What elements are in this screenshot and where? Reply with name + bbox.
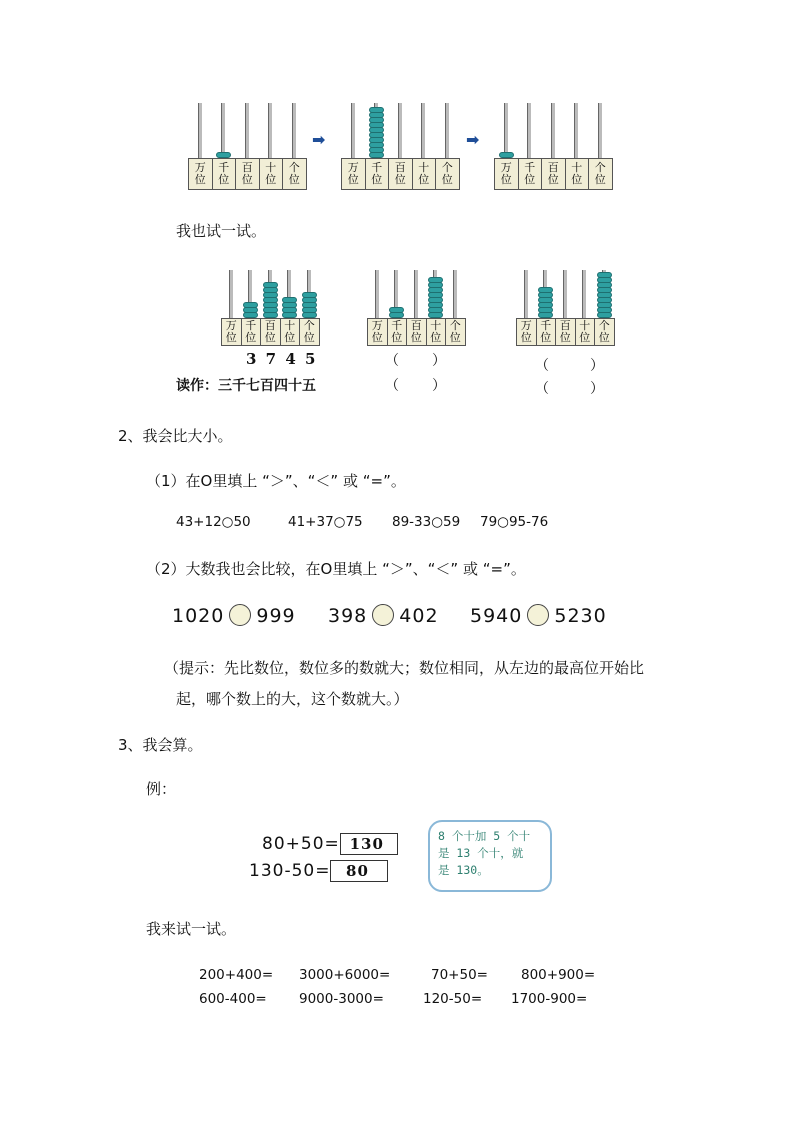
abacus-bead bbox=[243, 302, 258, 308]
place-value-cell: 十 位 bbox=[260, 159, 284, 189]
hint-line-2: 起，哪个数上的大，这个数就大。） bbox=[176, 690, 409, 708]
calc-item: 9000-3000= bbox=[299, 991, 384, 1007]
answer-box: 130 bbox=[340, 833, 393, 855]
answer-box: 80 bbox=[330, 860, 383, 882]
abacus-rod bbox=[582, 270, 586, 318]
abacus-rod bbox=[421, 103, 425, 158]
abacus-rod bbox=[245, 103, 249, 158]
answer-circle[interactable] bbox=[372, 604, 394, 626]
abacus-bead bbox=[282, 297, 297, 303]
abacus-rod bbox=[398, 103, 402, 158]
place-value-cell: 千 位 bbox=[213, 159, 237, 189]
place-value-cell: 百 位 bbox=[407, 319, 427, 345]
abacus-rod bbox=[375, 270, 379, 318]
place-value-cell: 万 位 bbox=[342, 159, 366, 189]
compare-left: 398 bbox=[328, 605, 368, 627]
compare-item bbox=[470, 605, 607, 628]
place-value-labels bbox=[367, 318, 466, 346]
place-value-cell: 十 位 bbox=[566, 159, 590, 189]
abacus-rod bbox=[268, 103, 272, 158]
place-value-cell: 十 位 bbox=[576, 319, 596, 345]
arrow-right-icon: ➡ bbox=[312, 130, 326, 149]
place-value-cell: 个 位 bbox=[598, 319, 610, 344]
abacus-rod bbox=[598, 103, 602, 158]
q1-item: 41+37○75 bbox=[288, 514, 363, 530]
compare-left: 5940 bbox=[470, 605, 523, 627]
calc-item: 70+50= bbox=[431, 967, 488, 983]
arrow-right-icon: ➡ bbox=[466, 130, 480, 149]
calc-example-expr: 80+50= bbox=[262, 834, 340, 854]
compare-right: 402 bbox=[399, 605, 439, 627]
answer-paren-left: （ bbox=[385, 353, 399, 369]
place-value-cell: 百 位 bbox=[389, 159, 413, 189]
answer-paren-right: ） bbox=[432, 378, 446, 394]
calc-example-row bbox=[262, 833, 398, 855]
answer-paren-left: （ bbox=[535, 381, 549, 397]
example-read: 读作：三千七百四十五 bbox=[176, 378, 316, 394]
place-value-cell: 个 位 bbox=[594, 161, 606, 186]
place-value-cell: 万 位 bbox=[368, 319, 388, 345]
place-value-labels bbox=[516, 318, 615, 346]
abacus-rod bbox=[445, 103, 449, 158]
place-value-cell: 百 位 bbox=[261, 319, 281, 345]
calc-item: 200+400= bbox=[199, 967, 274, 983]
abacus-rod bbox=[551, 103, 555, 158]
place-value-cell: 百 位 bbox=[556, 319, 576, 345]
place-value-labels bbox=[494, 158, 613, 190]
place-value-cell: 千 位 bbox=[242, 319, 262, 345]
answer-paren-right: ） bbox=[590, 358, 604, 374]
compare-item bbox=[172, 605, 296, 628]
abacus-rod bbox=[524, 270, 528, 318]
answer-circle[interactable] bbox=[527, 604, 549, 626]
place-value-cell: 百 位 bbox=[542, 159, 566, 189]
place-value-cell: 千 位 bbox=[519, 159, 543, 189]
place-value-cell: 个 位 bbox=[288, 161, 300, 186]
calc-item: 600-400= bbox=[199, 991, 267, 1007]
place-value-labels bbox=[341, 158, 460, 190]
abacus-rod bbox=[292, 103, 296, 158]
place-value-cell: 千 位 bbox=[366, 159, 390, 189]
abacus-bead bbox=[263, 282, 278, 288]
place-value-cell: 十 位 bbox=[427, 319, 447, 345]
calc-item: 800+900= bbox=[521, 967, 596, 983]
abacus-bead bbox=[538, 287, 553, 293]
place-value-cell: 十 位 bbox=[281, 319, 301, 345]
bubble-line: 8 个十加 5 个十 bbox=[438, 829, 531, 843]
abacus-rod bbox=[574, 103, 578, 158]
hint-line-1: （提示：先比数位，数位多的数就大；数位相同，从左边的最高位开始比 bbox=[164, 659, 645, 677]
place-value-cell: 万 位 bbox=[517, 319, 537, 345]
compare-item bbox=[328, 605, 439, 628]
abacus-bead bbox=[428, 277, 443, 283]
place-value-cell: 千 位 bbox=[537, 319, 557, 345]
try2-label: 我来试一试。 bbox=[146, 920, 237, 938]
bubble-line: 是 130。 bbox=[438, 863, 489, 877]
abacus-rod bbox=[229, 270, 233, 318]
answer-paren-right: ） bbox=[432, 353, 446, 369]
place-value-cell: 个 位 bbox=[449, 319, 461, 344]
q1-item: 89-33○59 bbox=[392, 514, 461, 530]
calc-item: 120-50= bbox=[423, 991, 483, 1007]
place-value-cell: 十 位 bbox=[413, 159, 437, 189]
section3-title: 3、我会算。 bbox=[118, 736, 203, 754]
example-number: 3 7 4 5 bbox=[246, 350, 318, 368]
place-value-cell: 万 位 bbox=[189, 159, 213, 189]
place-value-cell: 个 位 bbox=[303, 319, 315, 344]
place-value-labels bbox=[221, 318, 320, 346]
question1-text: （1）在O里填上 “＞”、“＜” 或 “=”。 bbox=[146, 472, 406, 490]
question2-text: （2）大数我也会比较，在O里填上 “＞”、“＜” 或 “=”。 bbox=[146, 560, 526, 578]
calc-item: 1700-900= bbox=[511, 991, 588, 1007]
calc-example-row bbox=[249, 860, 388, 882]
answer-paren-left: （ bbox=[385, 378, 399, 394]
abacus-rod bbox=[198, 103, 202, 158]
answer-paren-right: ） bbox=[590, 381, 604, 397]
place-value-cell: 万 位 bbox=[495, 159, 519, 189]
abacus-bead bbox=[389, 307, 404, 313]
q1-item: 79○95-76 bbox=[480, 514, 549, 530]
answer-paren-left: （ bbox=[535, 358, 549, 374]
place-value-cell: 个 位 bbox=[441, 161, 453, 186]
abacus-bead bbox=[369, 107, 384, 113]
place-value-labels bbox=[188, 158, 307, 190]
abacus-rod bbox=[563, 270, 567, 318]
compare-left: 1020 bbox=[172, 605, 225, 627]
section2-title: 2、我会比大小。 bbox=[118, 427, 233, 445]
abacus-rod bbox=[453, 270, 457, 318]
place-value-cell: 千 位 bbox=[388, 319, 408, 345]
abacus-bead bbox=[302, 292, 317, 298]
abacus-rod bbox=[414, 270, 418, 318]
compare-right: 5230 bbox=[554, 605, 607, 627]
bubble-line: 是 13 个十，就 bbox=[438, 846, 524, 860]
answer-circle[interactable] bbox=[229, 604, 251, 626]
place-value-cell: 百 位 bbox=[236, 159, 260, 189]
abacus-rod bbox=[351, 103, 355, 158]
abacus-rod bbox=[527, 103, 531, 158]
example-label: 例： bbox=[146, 780, 177, 798]
abacus-bead bbox=[597, 272, 612, 278]
hint-bubble bbox=[428, 820, 552, 892]
calc-example-expr: 130-50= bbox=[249, 861, 331, 881]
abacus-rod bbox=[504, 103, 508, 158]
place-value-cell: 万 位 bbox=[222, 319, 242, 345]
q1-item: 43+12○50 bbox=[176, 514, 251, 530]
calc-item: 3000+6000= bbox=[299, 967, 391, 983]
abacus-rod bbox=[221, 103, 225, 158]
try-label: 我也试一试。 bbox=[176, 222, 267, 240]
compare-right: 999 bbox=[256, 605, 296, 627]
